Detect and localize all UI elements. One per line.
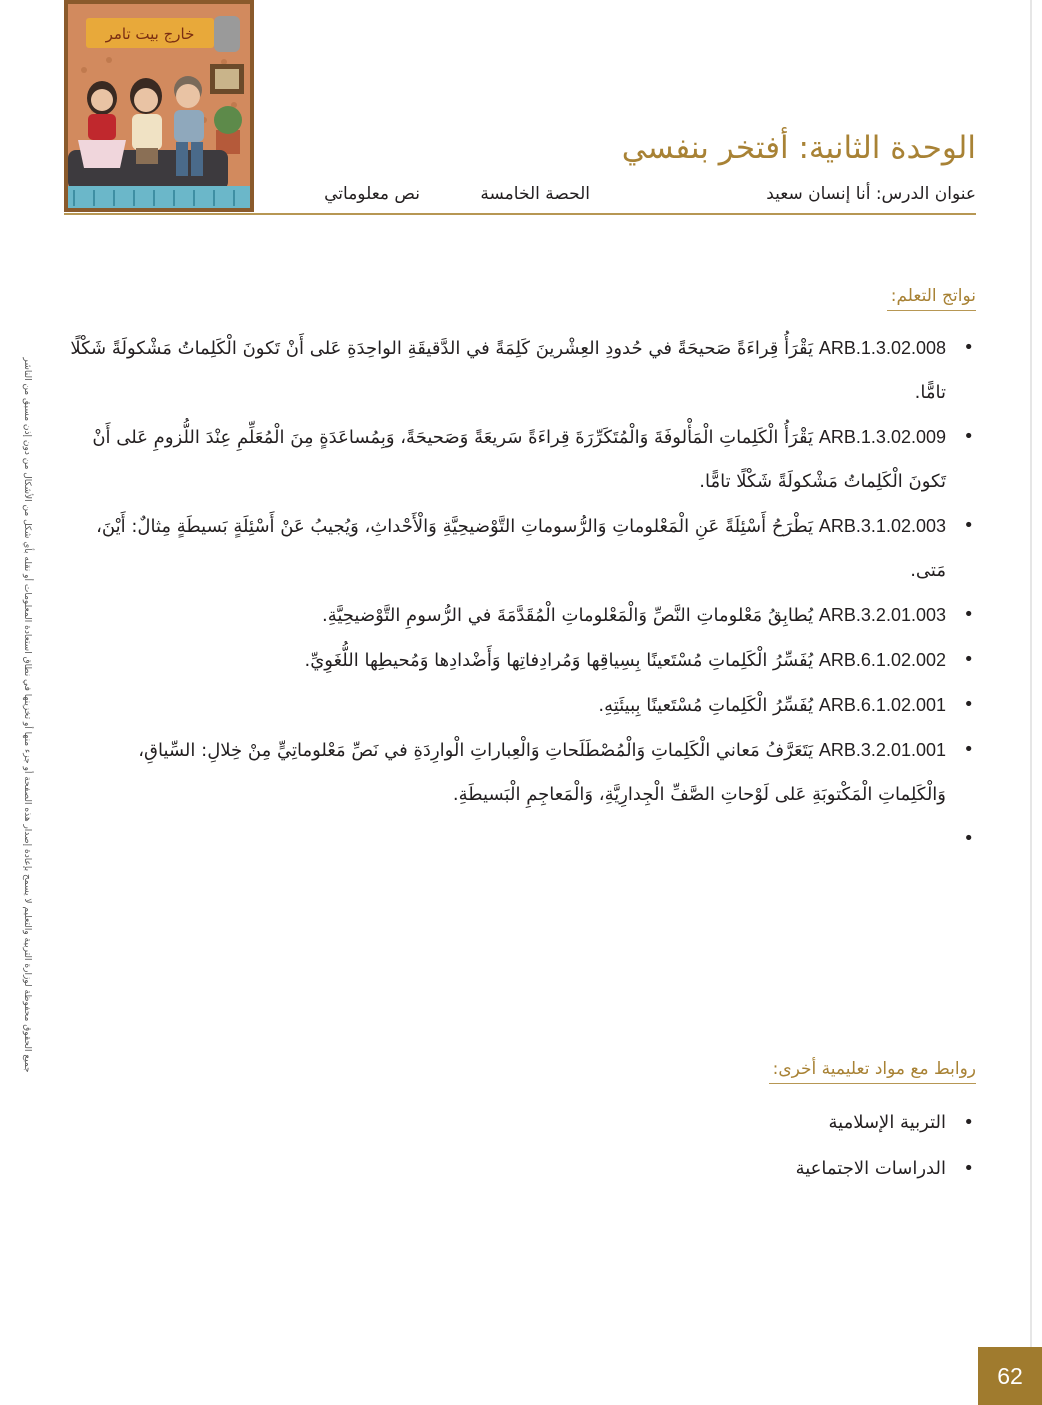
header-divider	[64, 213, 976, 215]
unit-title: الوحدة الثانية: أفتخر بنفسي	[621, 130, 976, 166]
outcome-code: ARB.1.3.02.008	[818, 338, 946, 358]
page-number: 62	[978, 1347, 1042, 1405]
outcome-item	[66, 326, 974, 415]
bullet-icon: •	[963, 515, 974, 536]
links-heading-underline	[769, 1083, 976, 1084]
bullet-icon: •	[963, 337, 974, 358]
outcome-item	[66, 683, 974, 728]
link-item-label: الدراسات الاجتماعية	[795, 1158, 946, 1179]
bullet-icon: •	[963, 426, 974, 447]
bullet-icon: •	[963, 739, 974, 760]
copyright-side-note	[10, 330, 44, 1090]
cover-illustration	[64, 0, 254, 212]
link-item	[66, 1146, 974, 1192]
links-heading	[773, 1057, 976, 1081]
bullet-icon: •	[963, 694, 974, 715]
outcome-text: يُطابِقُ مَعْلوماتِ النَّصِّ وَالْمَعْلوماتِ الْمُقَدَّمَةَ في الرُّسومِ التَّوْضيحِيَّةِ.	[321, 605, 814, 626]
outcome-item	[66, 728, 974, 817]
page-edge-rule	[1030, 0, 1032, 1405]
outcome-code: ARB.3.2.01.003	[818, 605, 946, 625]
link-item	[66, 1100, 974, 1146]
outcome-code: ARB.1.3.02.009	[818, 427, 946, 447]
bullet-icon: •	[963, 1112, 974, 1133]
lesson-info-row	[300, 180, 976, 208]
outcome-text	[940, 829, 946, 850]
cover-title: خارج بيت تامر	[105, 25, 195, 43]
outcome-text: يَطْرَحُ أَسْئِلَةً عَنِ الْمَعْلوماتِ وَالرُّسوماتِ التَّوْضيحِيَّةِ وَالْأَحْداثِ، وَيُجيبُ عَنْ أَسْئِلَةٍ بَسيطَةٍ مِثالٌ: أَيْنَ، مَتى.	[96, 516, 946, 581]
outcome-item	[66, 415, 974, 504]
links-heading-label: روابط مع مواد تعليمية أخرى:	[772, 1059, 976, 1079]
copyright-text: جميع الحقوق محفوظة لوزارة التربية والتعليم لا يسمح بإعادة إصدار هذه الصفحة أو جزء منها أو تخزينها في نطاق استعادة المعلومات أو نقله بأي شكل من الأشكال من دون إذن مسبق من الناشر	[22, 357, 32, 1073]
outcome-text: يَقْرَأُ الْكَلِماتِ الْمَأْلوفَةَ وَالْمُتَكَرِّرَةَ قِراءَةً سَريعَةً وَصَحيحَةً، وَبِمُساعَدَةٍ مِنَ الْمُعَلِّمِ عِنْدَ اللُّزومِ عَلى أَنْ تَكونَ الْكَلِماتُ مَشْكولَةً شَكْلًا تامًّا.	[92, 427, 946, 492]
bullet-icon: •	[963, 604, 974, 625]
lesson-period: الحصة الخامسة	[480, 184, 590, 204]
outcome-item	[66, 593, 974, 638]
outcome-text: يُفَسِّرُ الْكَلِماتِ مُسْتَعينًا بِسِياقِها وَمُرادِفاتِها وَأَضْدادِها وَمُحيطِها اللُّغَوِيِّ.	[304, 650, 814, 671]
lesson-title: عنوان الدرس: أنا إنسان سعيد	[766, 184, 976, 204]
outcome-item	[66, 638, 974, 683]
outcome-code: ARB.3.1.02.003	[818, 516, 946, 536]
outcome-text: يَتَعَرَّفُ مَعاني الْكَلِماتِ وَالْمُصْطَلَحاتِ وَالْعِباراتِ الْوارِدَةِ في نَصِّ مَعْلوماتِيٍّ مِنْ خِلالِ: السِّياقِ، وَالْكَلِماتِ الْمَكْتوبَةِ عَلى لَوْحاتِ الصَّفِّ الْجِدارِيَّةِ، وَالْمَعاجِمِ الْبَسيطَةِ.	[138, 740, 946, 805]
link-item-label: التربية الإسلامية	[828, 1112, 946, 1133]
outcomes-heading-label: نواتج التعلم:	[890, 286, 976, 306]
outcomes-list	[66, 326, 974, 862]
bullet-icon: •	[963, 828, 974, 849]
lesson-text-type: نص معلوماتي	[324, 184, 420, 204]
outcome-code: ARB.6.1.02.001	[818, 695, 946, 715]
outcome-text: يُفَسِّرُ الْكَلِماتِ مُسْتَعينًا بِبيئَتِهِ.	[598, 695, 814, 716]
outcomes-heading	[891, 284, 976, 308]
bullet-icon: •	[963, 649, 974, 670]
outcome-code: ARB.6.1.02.002	[818, 650, 946, 670]
book-cover-image	[64, 0, 254, 212]
links-list	[66, 1100, 974, 1192]
outcome-item-empty	[66, 817, 974, 862]
outcome-code: ARB.3.2.01.001	[818, 740, 946, 760]
outcome-item	[66, 504, 974, 593]
bullet-icon: •	[963, 1158, 974, 1179]
outcomes-heading-underline	[887, 310, 976, 311]
outcome-text: يَقْرَأُ قِراءَةً صَحيحَةً في حُدودِ العِشْرينَ كَلِمَةً في الدَّقيقَةِ الواحِدَةِ عَلى أَنْ تَكونَ الْكَلِماتُ مَشْكولَةً شَكْلًا تامًّا.	[70, 338, 946, 403]
